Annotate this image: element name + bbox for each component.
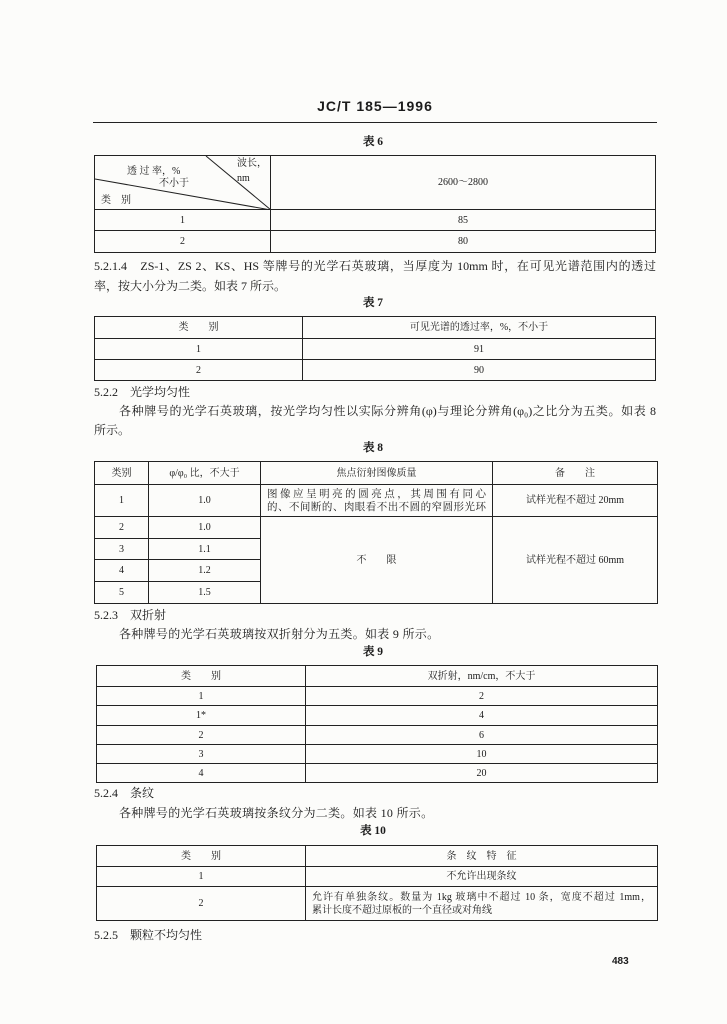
table10-header-class: 类 别 [97, 846, 306, 867]
clause-5-2-3-text: 各种牌号的光学石英玻璃按双折射分为五类。如表 9 所示。 [119, 627, 440, 641]
table10-header-feature: 条 纹 特 征 [306, 846, 658, 867]
table8-class-cell: 2 [95, 517, 149, 539]
clause-5-2-1-4-line2: 率，按大小分为二类。如表 7 所示。 [94, 279, 287, 293]
table-row [95, 339, 656, 360]
table8-class-cell: 3 [95, 539, 149, 560]
table8-quality-merged-cell: 不 限 [261, 517, 493, 604]
table8-ratio-cell: 1.0 [149, 517, 261, 539]
clause-5-2-1-4-line1: 5.2.1.4 ZS-1、ZS 2、KS、HS 等牌号的光学石英玻璃，当厚度为 10mm 时，在可见光谱范围内的透过 [94, 259, 656, 273]
table-row [97, 687, 658, 706]
corner-class-label: 类 别 [101, 195, 131, 206]
table7 [94, 316, 656, 381]
table10 [96, 845, 658, 921]
table6-header-row [95, 156, 656, 210]
table6-class-cell: 1 [95, 210, 271, 231]
table8-note-cell: 试样光程不超过 20mm [493, 485, 658, 517]
table-row [95, 485, 658, 517]
table6-corner-cell [95, 156, 271, 210]
page-number: 483 [612, 956, 629, 967]
table8-ratio-cell: 1.2 [149, 560, 261, 582]
table6-value-cell: 80 [271, 231, 656, 253]
table10-feature-cell: 不允许出现条纹 [306, 867, 658, 887]
clause-5-2-5-heading: 5.2.5 颗粒不均匀性 [94, 928, 203, 942]
table10-feature-cell [306, 887, 658, 921]
table8-ratio-cell: 1.1 [149, 539, 261, 560]
table9-value-cell: 10 [306, 745, 658, 764]
table9 [96, 665, 658, 783]
table9-value-cell: 6 [306, 726, 658, 745]
table10-class-cell: 1 [97, 867, 306, 887]
table7-class-cell: 2 [95, 360, 303, 381]
table9-value-cell: 4 [306, 706, 658, 726]
table-row [97, 726, 658, 745]
table8-header-note: 备 注 [493, 462, 658, 485]
feature-line2: 累计长度不超过原板的一个直径或对角线 [312, 904, 492, 916]
table8-header-ratio: φ/φ₀ 比，不大于 [149, 462, 261, 485]
table8 [94, 461, 658, 604]
standard-code-header: JC/T 185—1996 [317, 98, 433, 114]
table8-header-class: 类别 [95, 462, 149, 485]
table9-value-cell: 20 [306, 764, 658, 783]
table-row [97, 745, 658, 764]
corner-min-label: 不小于 [159, 178, 189, 189]
table7-value-cell: 91 [303, 339, 656, 360]
table7-header-transmittance: 可见光谱的透过率，%，不小于 [303, 317, 656, 339]
table8-quality-cell [261, 485, 493, 517]
table8-ratio-cell: 1.0 [149, 485, 261, 517]
table8-caption: 表 8 [362, 442, 384, 454]
table-row [95, 360, 656, 381]
table9-header-birefringence: 双折射，nm/cm，不大于 [306, 666, 658, 687]
header-rule [93, 122, 657, 123]
table-row [97, 867, 658, 887]
table-row [95, 517, 658, 539]
table8-note-merged-cell: 试样光程不超过 60mm [493, 517, 658, 604]
table-row [97, 887, 658, 921]
table6-caption: 表 6 [362, 136, 384, 148]
table7-header-row [95, 317, 656, 339]
corner-unit-label: nm [237, 173, 250, 184]
clause-5-2-2-line2: 所示。 [94, 423, 131, 437]
quality-line2: 的、不间断的、肉眼看不出不圆的窄圆形光环 [267, 501, 486, 513]
corner-wavelength-label: 波长， [237, 158, 267, 169]
table7-class-cell: 1 [95, 339, 303, 360]
table9-class-cell: 1* [97, 706, 306, 726]
corner-transmittance-label: 透 过 率，% [127, 166, 181, 177]
clause-5-2-2-heading: 5.2.2 光学均匀性 [94, 385, 191, 399]
table9-class-cell: 1 [97, 687, 306, 706]
table-row [97, 706, 658, 726]
table7-caption: 表 7 [362, 297, 384, 309]
table8-ratio-cell: 1.5 [149, 582, 261, 604]
table-row [97, 764, 658, 783]
clause-5-2-3-heading: 5.2.3 双折射 [94, 608, 167, 622]
table9-header-row [97, 666, 658, 687]
table6 [94, 155, 656, 253]
table10-header-row [97, 846, 658, 867]
table8-header-row [95, 462, 658, 485]
table9-value-cell: 2 [306, 687, 658, 706]
table7-value-cell: 90 [303, 360, 656, 381]
table10-caption: 表 10 [360, 825, 386, 837]
quality-line1: 图像应呈明亮的圆亮点，其周围有同心 [267, 488, 486, 500]
table9-caption: 表 9 [362, 646, 384, 658]
table6-class-cell: 2 [95, 231, 271, 253]
table10-class-cell: 2 [97, 887, 306, 921]
table9-class-cell: 4 [97, 764, 306, 783]
table-row [95, 231, 656, 253]
table6-wavelength-header: 2600～2800 [271, 156, 656, 210]
table-row [95, 210, 656, 231]
table6-value-cell: 85 [271, 210, 656, 231]
table8-class-cell: 1 [95, 485, 149, 517]
table7-header-class: 类 别 [95, 317, 303, 339]
table9-header-class: 类 别 [97, 666, 306, 687]
clause-5-2-4-heading: 5.2.4 条纹 [94, 786, 155, 800]
table8-class-cell: 5 [95, 582, 149, 604]
table9-class-cell: 3 [97, 745, 306, 764]
table8-header-quality: 焦点衍射图像质量 [261, 462, 493, 485]
table8-class-cell: 4 [95, 560, 149, 582]
clause-5-2-2-line1: 各种牌号的光学石英玻璃，按光学均匀性以实际分辨角(φ)与理论分辨角(φ₀)之比分为五类。如表 8 [119, 404, 656, 418]
clause-5-2-4-text: 各种牌号的光学石英玻璃按条纹分为二类。如表 10 所示。 [119, 806, 434, 820]
feature-line1: 允许有单独条纹。数量为 1kg 玻璃中不超过 10 条，宽度不超过 1mm， [312, 891, 651, 903]
table9-class-cell: 2 [97, 726, 306, 745]
